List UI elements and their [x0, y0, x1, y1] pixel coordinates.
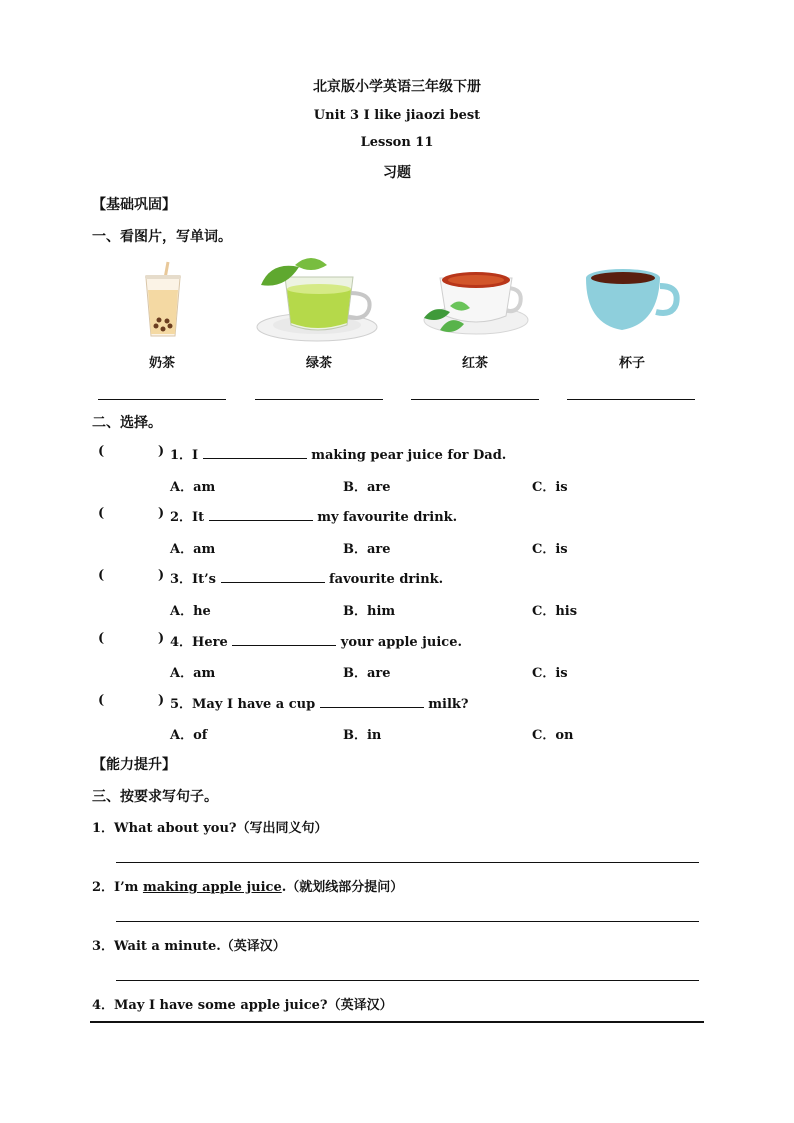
- green-tea-icon: [255, 255, 381, 345]
- q2-option-a[interactable]: A．am: [170, 542, 216, 557]
- rewrite-answer-line-3[interactable]: [116, 980, 699, 981]
- paren-close-3: ): [158, 568, 165, 583]
- q2-option-b[interactable]: B．are: [343, 542, 391, 557]
- question-2: 2．It my favourite drink.: [170, 510, 458, 525]
- rewrite-item-2: 2．I’m making apple juice.（就划线部分提问）: [92, 880, 404, 895]
- black-tea-icon: [420, 258, 530, 342]
- paren-open-4: (: [98, 631, 105, 646]
- question-4-blank[interactable]: [232, 633, 336, 646]
- answer-line-3[interactable]: [411, 399, 539, 400]
- rewrite-item-4: 4．May I have some apple juice?（英译汉）: [92, 998, 393, 1013]
- q5-option-c[interactable]: C．on: [532, 728, 574, 743]
- question-4: 4．Here your apple juice.: [170, 635, 462, 650]
- page-bottom-rule: [90, 1021, 704, 1023]
- picture-label-milk-tea: 奶茶: [148, 356, 175, 371]
- q1-option-a[interactable]: A．am: [170, 480, 216, 495]
- picture-label-green-tea: 绿茶: [305, 356, 332, 371]
- q4-option-a[interactable]: A．am: [170, 666, 216, 681]
- underlined-phrase: making apple juice: [142, 880, 282, 895]
- q3-option-a[interactable]: A．he: [170, 604, 211, 619]
- paren-close-2: ): [158, 506, 165, 521]
- paren-open-3: (: [98, 568, 105, 583]
- part2-title: 二、选择。: [92, 415, 162, 431]
- rewrite-item-1: 1．What about you?（写出同义句）: [92, 821, 328, 836]
- picture-label-cup: 杯子: [618, 356, 645, 371]
- section-basic-heading: 【基础巩固】: [92, 197, 176, 213]
- paren-open-2: (: [98, 506, 105, 521]
- cup-icon: [582, 264, 682, 336]
- worksheet-book-title: 北京版小学英语三年级下册: [313, 79, 481, 95]
- paren-close-1: ): [158, 444, 165, 459]
- part3-title: 三、按要求写句子。: [92, 789, 218, 805]
- q3-option-c[interactable]: C．his: [532, 604, 578, 619]
- question-5-blank[interactable]: [320, 695, 424, 708]
- question-1-blank[interactable]: [203, 446, 307, 459]
- question-1: 1．I making pear juice for Dad.: [170, 448, 507, 463]
- picture-label-black-tea: 红茶: [461, 356, 488, 371]
- paren-open-5: (: [98, 693, 105, 708]
- question-3: 3．It’s favourite drink.: [170, 572, 444, 587]
- answer-line-4[interactable]: [567, 399, 695, 400]
- question-5: 5．May I have a cup milk?: [170, 697, 469, 712]
- rewrite-item-3: 3．Wait a minute.（英译汉）: [92, 939, 286, 954]
- section-advanced-heading: 【能力提升】: [92, 757, 176, 773]
- rewrite-answer-line-1[interactable]: [116, 862, 699, 863]
- rewrite-answer-line-2[interactable]: [116, 921, 699, 922]
- paren-close-4: ): [158, 631, 165, 646]
- exercise-label: 习题: [383, 165, 411, 181]
- question-3-blank[interactable]: [221, 570, 325, 583]
- part1-title: 一、看图片，写单词。: [92, 229, 232, 245]
- q5-option-a[interactable]: A．of: [170, 728, 208, 743]
- question-2-blank[interactable]: [209, 508, 313, 521]
- paren-open-1: (: [98, 444, 105, 459]
- q4-option-c[interactable]: C．is: [532, 666, 568, 681]
- q3-option-b[interactable]: B．him: [343, 604, 396, 619]
- unit-title: Unit 3 I like jiaozi best: [313, 108, 481, 123]
- paren-close-5: ): [158, 693, 165, 708]
- answer-line-1[interactable]: [98, 399, 226, 400]
- q2-option-c[interactable]: C．is: [532, 542, 568, 557]
- answer-line-2[interactable]: [255, 399, 383, 400]
- q1-option-b[interactable]: B．are: [343, 480, 391, 495]
- bubble-tea-icon: [138, 260, 188, 340]
- q1-option-c[interactable]: C．is: [532, 480, 568, 495]
- q5-option-b[interactable]: B．in: [343, 728, 382, 743]
- q4-option-b[interactable]: B．are: [343, 666, 391, 681]
- lesson-title: Lesson 11: [360, 135, 434, 150]
